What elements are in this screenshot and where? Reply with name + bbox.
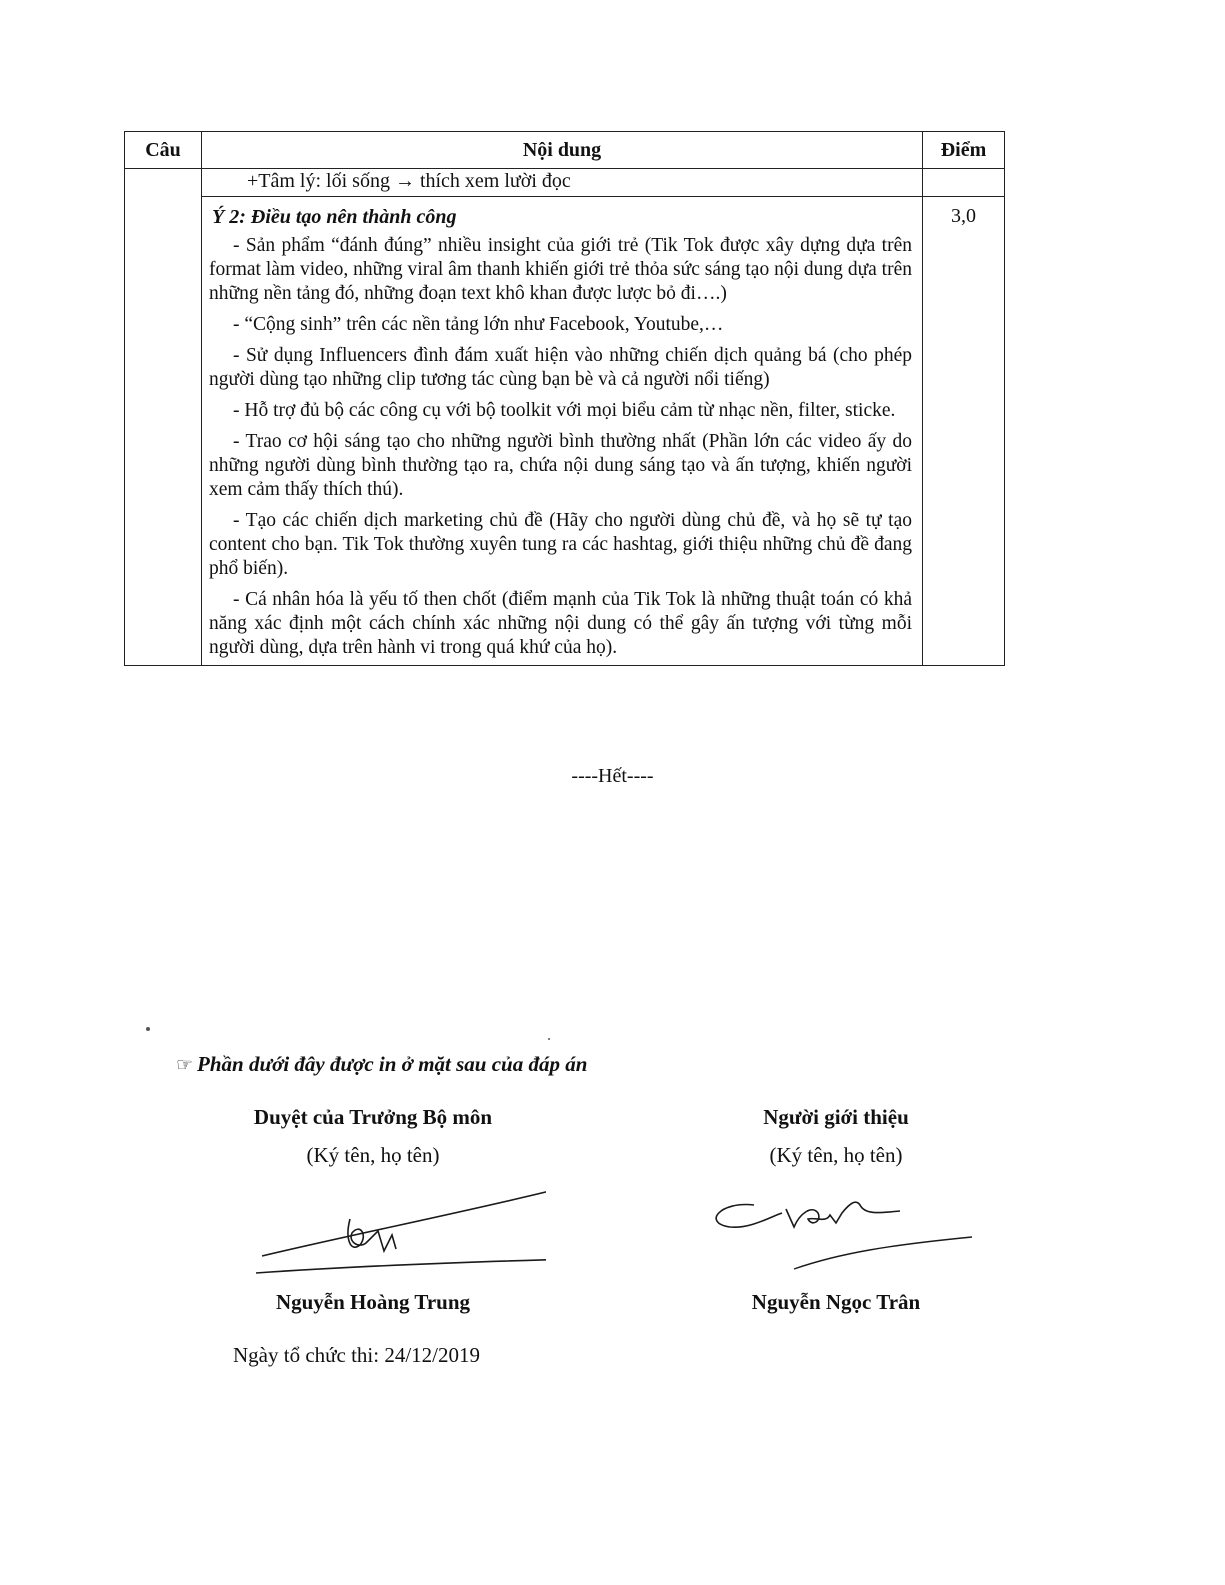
note-text: Phần dưới đây được in ở mặt sau của đáp án [197,1052,588,1076]
signer-name: Nguyễn Ngọc Trân [751,1290,921,1314]
scan-speck [548,1038,550,1040]
list-item: - “Cộng sinh” trên các nền tảng lớn như Facebook, Youtube,… [233,314,724,335]
pointing-hand-icon: ☞ [176,1055,194,1076]
list-item: - Hỗ trợ đủ bộ các công cụ với bộ toolkit với mọi biểu cảm từ nhạc nền, filter, sticke. [233,400,896,421]
header-cau: Câu [125,132,202,169]
section-score: 3,0 [951,205,976,227]
list-item: - Sản phẩm “đánh đúng” nhiều insight của giới trẻ (Tik Tok được xây dựng dựa trên format làm video, những viral âm thanh khiến giới trẻ thỏa sức sáng tạo nội dung dựa trên những nền tảng đó, những đoạn text khô khan được lược bỏ đi….) [209,235,912,304]
end-mark: ----Hết---- [571,765,654,787]
handwritten-signature-left [200,1183,546,1283]
header-diem: Điểm [923,132,1005,169]
section-content-cell [202,197,923,666]
header-noi-dung: Nội dung [202,132,923,169]
list-item: - Trao cơ hội sáng tạo cho những người bình thường nhất (Phần lớn các video ấy do những người dùng bình thường tạo ra, chứa nội dung sáng tạo và ấn tượng, khiến người xem cảm thấy thích thú). [209,431,912,500]
exam-date: Ngày tổ chức thi: 24/12/2019 [233,1343,481,1367]
answer-table [124,131,1005,666]
continuation-score-cell [923,169,1005,197]
signature-block-right [690,1105,982,1314]
back-side-note [176,1052,587,1077]
signer-name: Nguyễn Hoàng Trung [275,1290,471,1314]
table-row-continuation [125,169,1005,197]
section-score-cell [923,197,1005,666]
scan-speck [146,1027,150,1031]
list-item: - Sử dụng Influencers đình đám xuất hiện vào những chiến dịch quảng bá (cho phép người dùng tạo những clip tương tác cùng bạn bè và cả người nổi tiếng) [209,345,912,390]
list-item: - Cá nhân hóa là yếu tố then chốt (điểm mạnh của Tik Tok là những thuật toán có khả năng xác định một cách chính xác những nội dung có thể gây ấn tượng với từng mỗi người dùng, dựa trên hành vi trong quá khứ của họ). [209,589,912,658]
table-row-section [125,197,1005,666]
signature-block-left [200,1105,546,1314]
signer-instruction: (Ký tên, họ tên) [769,1143,903,1167]
continuation-cell [202,169,923,197]
signer-role: Duyệt của Trưởng Bộ môn [253,1105,493,1129]
continuation-line: +Tâm lý: lối sống → thích xem lười đọc [247,170,571,192]
table-header-row [125,132,1005,169]
signer-instruction: (Ký tên, họ tên) [306,1143,440,1167]
list-item: - Tạo các chiến dịch marketing chủ đề (Hãy cho người dùng chủ đề, và họ sẽ tự tạo content cho bạn. Tik Tok thường xuyên tung ra các hashtag, giới thiệu những chủ đề đang phổ biến). [209,510,912,579]
cau-cell [125,169,202,666]
signer-role: Người giới thiệu [763,1105,909,1129]
section-title: Ý 2: Điều tạo nên thành công [212,206,457,228]
handwritten-signature-right [690,1183,982,1283]
